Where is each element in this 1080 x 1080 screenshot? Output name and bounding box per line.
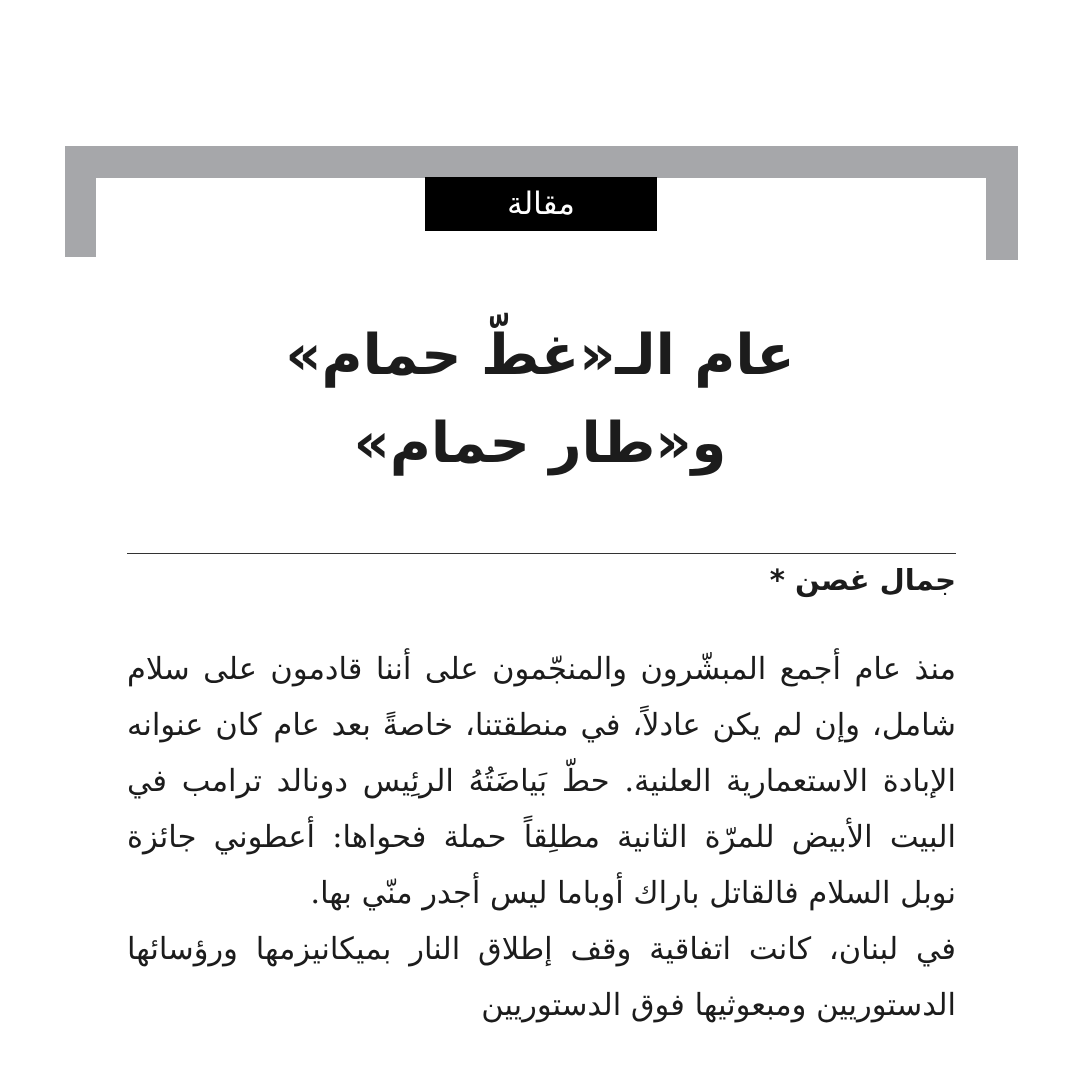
author-byline: جمال غصن * [769,563,956,597]
article-paragraph-1: منذ عام أجمع المبشّرون والمنجّمون على أننا قادمون على سلام شامل، وإن لم يكن عادلاً، في منطقتنا، خاصةً بعد عام كان عنوانه الإبادة الاستعمارية العلنية. حطّ بَياضَتُهُ الرئِيس دونالد ترامب في البيت الأبيض للمرّة الثانية مطلِقاً حملة فحواها: أعطوني جائزة نوبل السلام فالقاتل باراك أوباما ليس أجدر منّي بها. [127,652,956,911]
article-body [127,642,956,1034]
headline-line-1: عام الـ«غطّ حمام» [285,323,795,388]
article-paragraph-2: في لبنان، كانت اتفاقية وقف إطلاق النار بميكانيزمها ورؤسائها الدستوريين ومبعوثيها فوق الدستوريين [127,932,956,1023]
section-label: مقالة [425,177,657,231]
byline-divider [127,553,956,554]
header-frame-right-bar [986,146,1018,260]
article-headline [140,312,940,488]
header-frame-top-bar [65,146,1018,178]
header-frame-left-bar [65,146,96,257]
headline-line-2: و«طار حمام» [353,411,727,476]
